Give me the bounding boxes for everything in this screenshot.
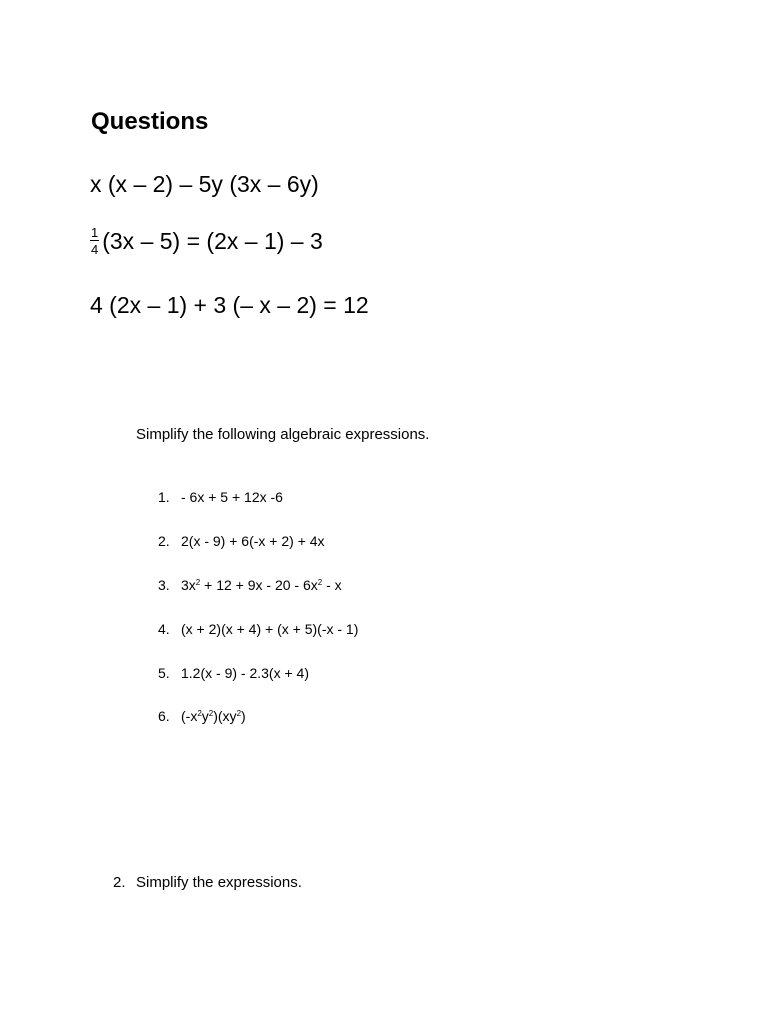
section-number: 2.: [113, 874, 126, 891]
page-title: Questions: [91, 108, 209, 135]
list-item: [158, 489, 283, 505]
list-item-text: - 6x + 5 + 12x -6: [181, 489, 283, 505]
section-text: Simplify the expressions.: [136, 874, 302, 891]
list-item-number: 3.: [158, 577, 170, 593]
list-item-text: 2(x - 9) + 6(-x + 2) + 4x: [181, 533, 325, 549]
list-item-number: 6.: [158, 708, 170, 724]
text-part: ): [241, 708, 246, 724]
equation-1: x (x – 2) – 5y (3x – 6y): [90, 171, 319, 197]
list-item: [158, 621, 358, 637]
list-item: [158, 533, 325, 549]
list-item-number: 4.: [158, 621, 170, 637]
instruction-text: Simplify the following algebraic expressions.: [136, 426, 430, 443]
list-item-text: [181, 708, 246, 724]
fraction: [90, 226, 99, 256]
section-2-heading: [113, 874, 302, 891]
exponent: 2: [236, 709, 242, 718]
exponent: 2: [195, 578, 201, 587]
list-item: [158, 708, 246, 724]
list-item: [158, 577, 342, 593]
list-item-text: [181, 577, 342, 593]
list-item-text: 1.2(x - 9) - 2.3(x + 4): [181, 665, 309, 681]
exponent: 2: [208, 709, 214, 718]
equation-2-rest: (3x – 5) = (2x – 1) – 3: [102, 227, 323, 254]
text-part: - x: [322, 577, 342, 593]
list-item-text: (x + 2)(x + 4) + (x + 5)(-x - 1): [181, 621, 359, 637]
list-item-number: 1.: [158, 489, 170, 505]
list-item: [158, 665, 309, 681]
fraction-numerator: 1: [91, 225, 99, 240]
equation-3: 4 (2x – 1) + 3 (– x – 2) = 12: [90, 292, 369, 318]
list-item-number: 2.: [158, 533, 170, 549]
exponent: 2: [197, 709, 202, 718]
fraction-denominator: 4: [91, 242, 99, 257]
text-part: )(xy: [213, 708, 237, 724]
text-part: y: [201, 708, 209, 724]
equation-2: [90, 226, 323, 256]
exponent: 2: [317, 578, 323, 587]
text-part: + 12 + 9x - 20 - 6x: [200, 577, 318, 593]
list-item-number: 5.: [158, 665, 170, 681]
text-part: 3x: [181, 577, 196, 593]
text-part: (-x: [181, 708, 198, 724]
